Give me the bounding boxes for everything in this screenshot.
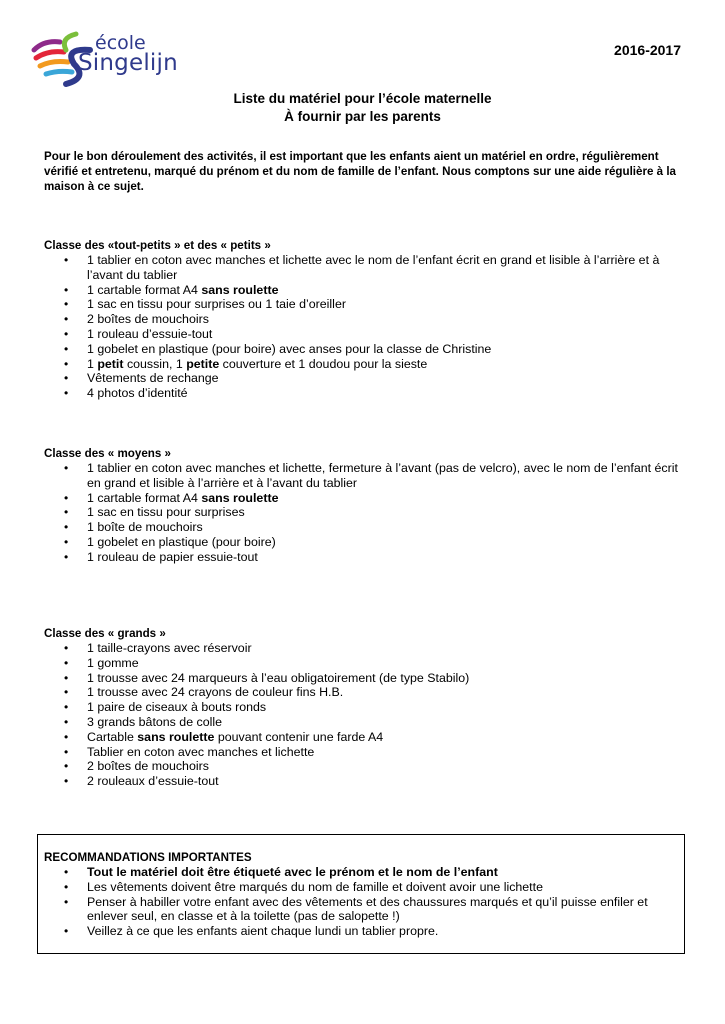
list-recommendations (44, 865, 680, 939)
list-item (44, 535, 680, 550)
item-text: 2 boîtes de mouchoirs (87, 312, 209, 327)
list-item (44, 685, 680, 700)
document-title: Liste du matériel pour l’école maternelle (233, 91, 492, 106)
list-item (44, 774, 680, 789)
school-year: 2016-2017 (614, 42, 681, 58)
list-item (44, 253, 680, 283)
bold-text: sans roulette (201, 490, 279, 505)
item-text: Les vêtements doivent être marqués du nom de famille et doivent avoir une lichette (87, 879, 543, 894)
list-item (44, 461, 680, 491)
list-item (44, 745, 680, 760)
list-item (44, 715, 680, 730)
bold-text: Tout le matériel doit être étiqueté avec le prénom et le nom de l’enfant (87, 865, 498, 879)
item-text: 2 rouleaux d’essuie-tout (87, 774, 219, 789)
bold-text: sans roulette (201, 282, 279, 297)
item-text: Penser à habiller votre enfant avec des vêtements et des chaussures marqués et qu’il puisse enfiler et enlever seul, en classe et à la toilette (pas de salopette !) (87, 894, 648, 924)
section-heading-tout-petits: Classe des «tout-petits » et des « petits » (44, 239, 271, 252)
bold-text: sans roulette (137, 729, 215, 744)
item-text: 1 tablier en coton avec manches et lichette, fermeture à l’avant (pas de velcro), avec le nom de l’enfant écrit en grand et lisible à l’arrière et à l’avant du tablier (87, 461, 678, 490)
item-text: Tablier en coton avec manches et lichette (87, 744, 315, 759)
item-text: 1 boîte de mouchoirs (87, 520, 203, 535)
list-item (44, 895, 680, 925)
list-item (44, 371, 680, 386)
logo-singelijn-text: Singelijn (78, 50, 178, 76)
list-item (44, 357, 680, 372)
list-tout-petits (44, 253, 680, 401)
list-item (44, 671, 680, 686)
list-item (44, 641, 680, 656)
list-item (44, 491, 680, 506)
list-item (44, 342, 680, 357)
list-item (44, 520, 680, 535)
item-text: 1 sac en tissu pour surprises (87, 505, 245, 520)
bold-text: petite (186, 356, 220, 371)
item-text: 1 rouleau de papier essuie-tout (87, 549, 258, 564)
list-item (44, 759, 680, 774)
list-grands (44, 641, 680, 789)
item-text: couverture et 1 doudou pour la sieste (219, 356, 428, 371)
list-item (44, 283, 680, 298)
item-text: 1 sac en tissu pour surprises ou 1 taie d’oreiller (87, 297, 346, 312)
section-heading-grands: Classe des « grands » (44, 627, 166, 640)
item-text: 1 gomme (87, 655, 139, 670)
item-text: Veillez à ce que les enfants aient chaque lundi un tablier propre. (87, 924, 439, 939)
item-text: 1 trousse avec 24 crayons de couleur fins H.B. (87, 685, 344, 700)
item-text: 1 gobelet en plastique (pour boire) (87, 534, 276, 549)
item-text: 1 trousse avec 24 marqueurs à l’eau obligatoirement (de type Stabilo) (87, 670, 470, 685)
item-text: 1 cartable format A4 (87, 282, 202, 297)
item-text: 1 paire de ciseaux à bouts ronds (87, 700, 267, 715)
logo-ecole-text: école (95, 32, 146, 54)
item-text: 3 grands bâtons de colle (87, 714, 223, 729)
list-item (44, 297, 680, 312)
item-text: 1 (87, 356, 98, 371)
item-text: 1 gobelet en plastique (pour boire) avec anses pour la classe de Christine (87, 341, 492, 356)
bold-text: petit (97, 356, 124, 371)
item-text: Cartable (87, 729, 138, 744)
item-text: 4 photos d’identité (87, 386, 188, 401)
item-text: 2 boîtes de mouchoirs (87, 759, 209, 774)
item-text: 1 rouleau d’essuie-tout (87, 326, 213, 341)
list-item (44, 865, 680, 880)
list-item (44, 550, 680, 565)
list-item (44, 880, 680, 895)
item-text: 1 taille-crayons avec réservoir (87, 641, 252, 655)
item-text: 1 tablier en coton avec manches et lichette avec le nom de l’enfant écrit en grand et lisible à l’arrière et à l’avant du tablier (87, 253, 660, 282)
item-text: 1 cartable format A4 (87, 490, 202, 505)
list-item (44, 700, 680, 715)
list-item (44, 327, 680, 342)
list-item (44, 505, 680, 520)
list-item (44, 730, 680, 745)
item-text: Vêtements de rechange (87, 371, 219, 386)
intro-paragraph: Pour le bon déroulement des activités, il est important que les enfants aient un matériel en ordre, régulièrement vérifié et entretenu, marqué du prénom et du nom de famille de l’enfant. Nous comptons sur une aide régulière à la maison à ce sujet. (44, 150, 676, 193)
list-moyens (44, 461, 680, 565)
item-text: coussin, 1 (123, 356, 187, 371)
list-item (44, 656, 680, 671)
list-item (44, 924, 680, 939)
list-item (44, 386, 680, 401)
recommendations-heading: RECOMMANDATIONS IMPORTANTES (44, 851, 252, 864)
item-text: pouvant contenir une farde A4 (214, 729, 384, 744)
section-heading-moyens: Classe des « moyens » (44, 447, 171, 460)
list-item (44, 312, 680, 327)
document-subtitle: À fournir par les parents (284, 109, 441, 124)
